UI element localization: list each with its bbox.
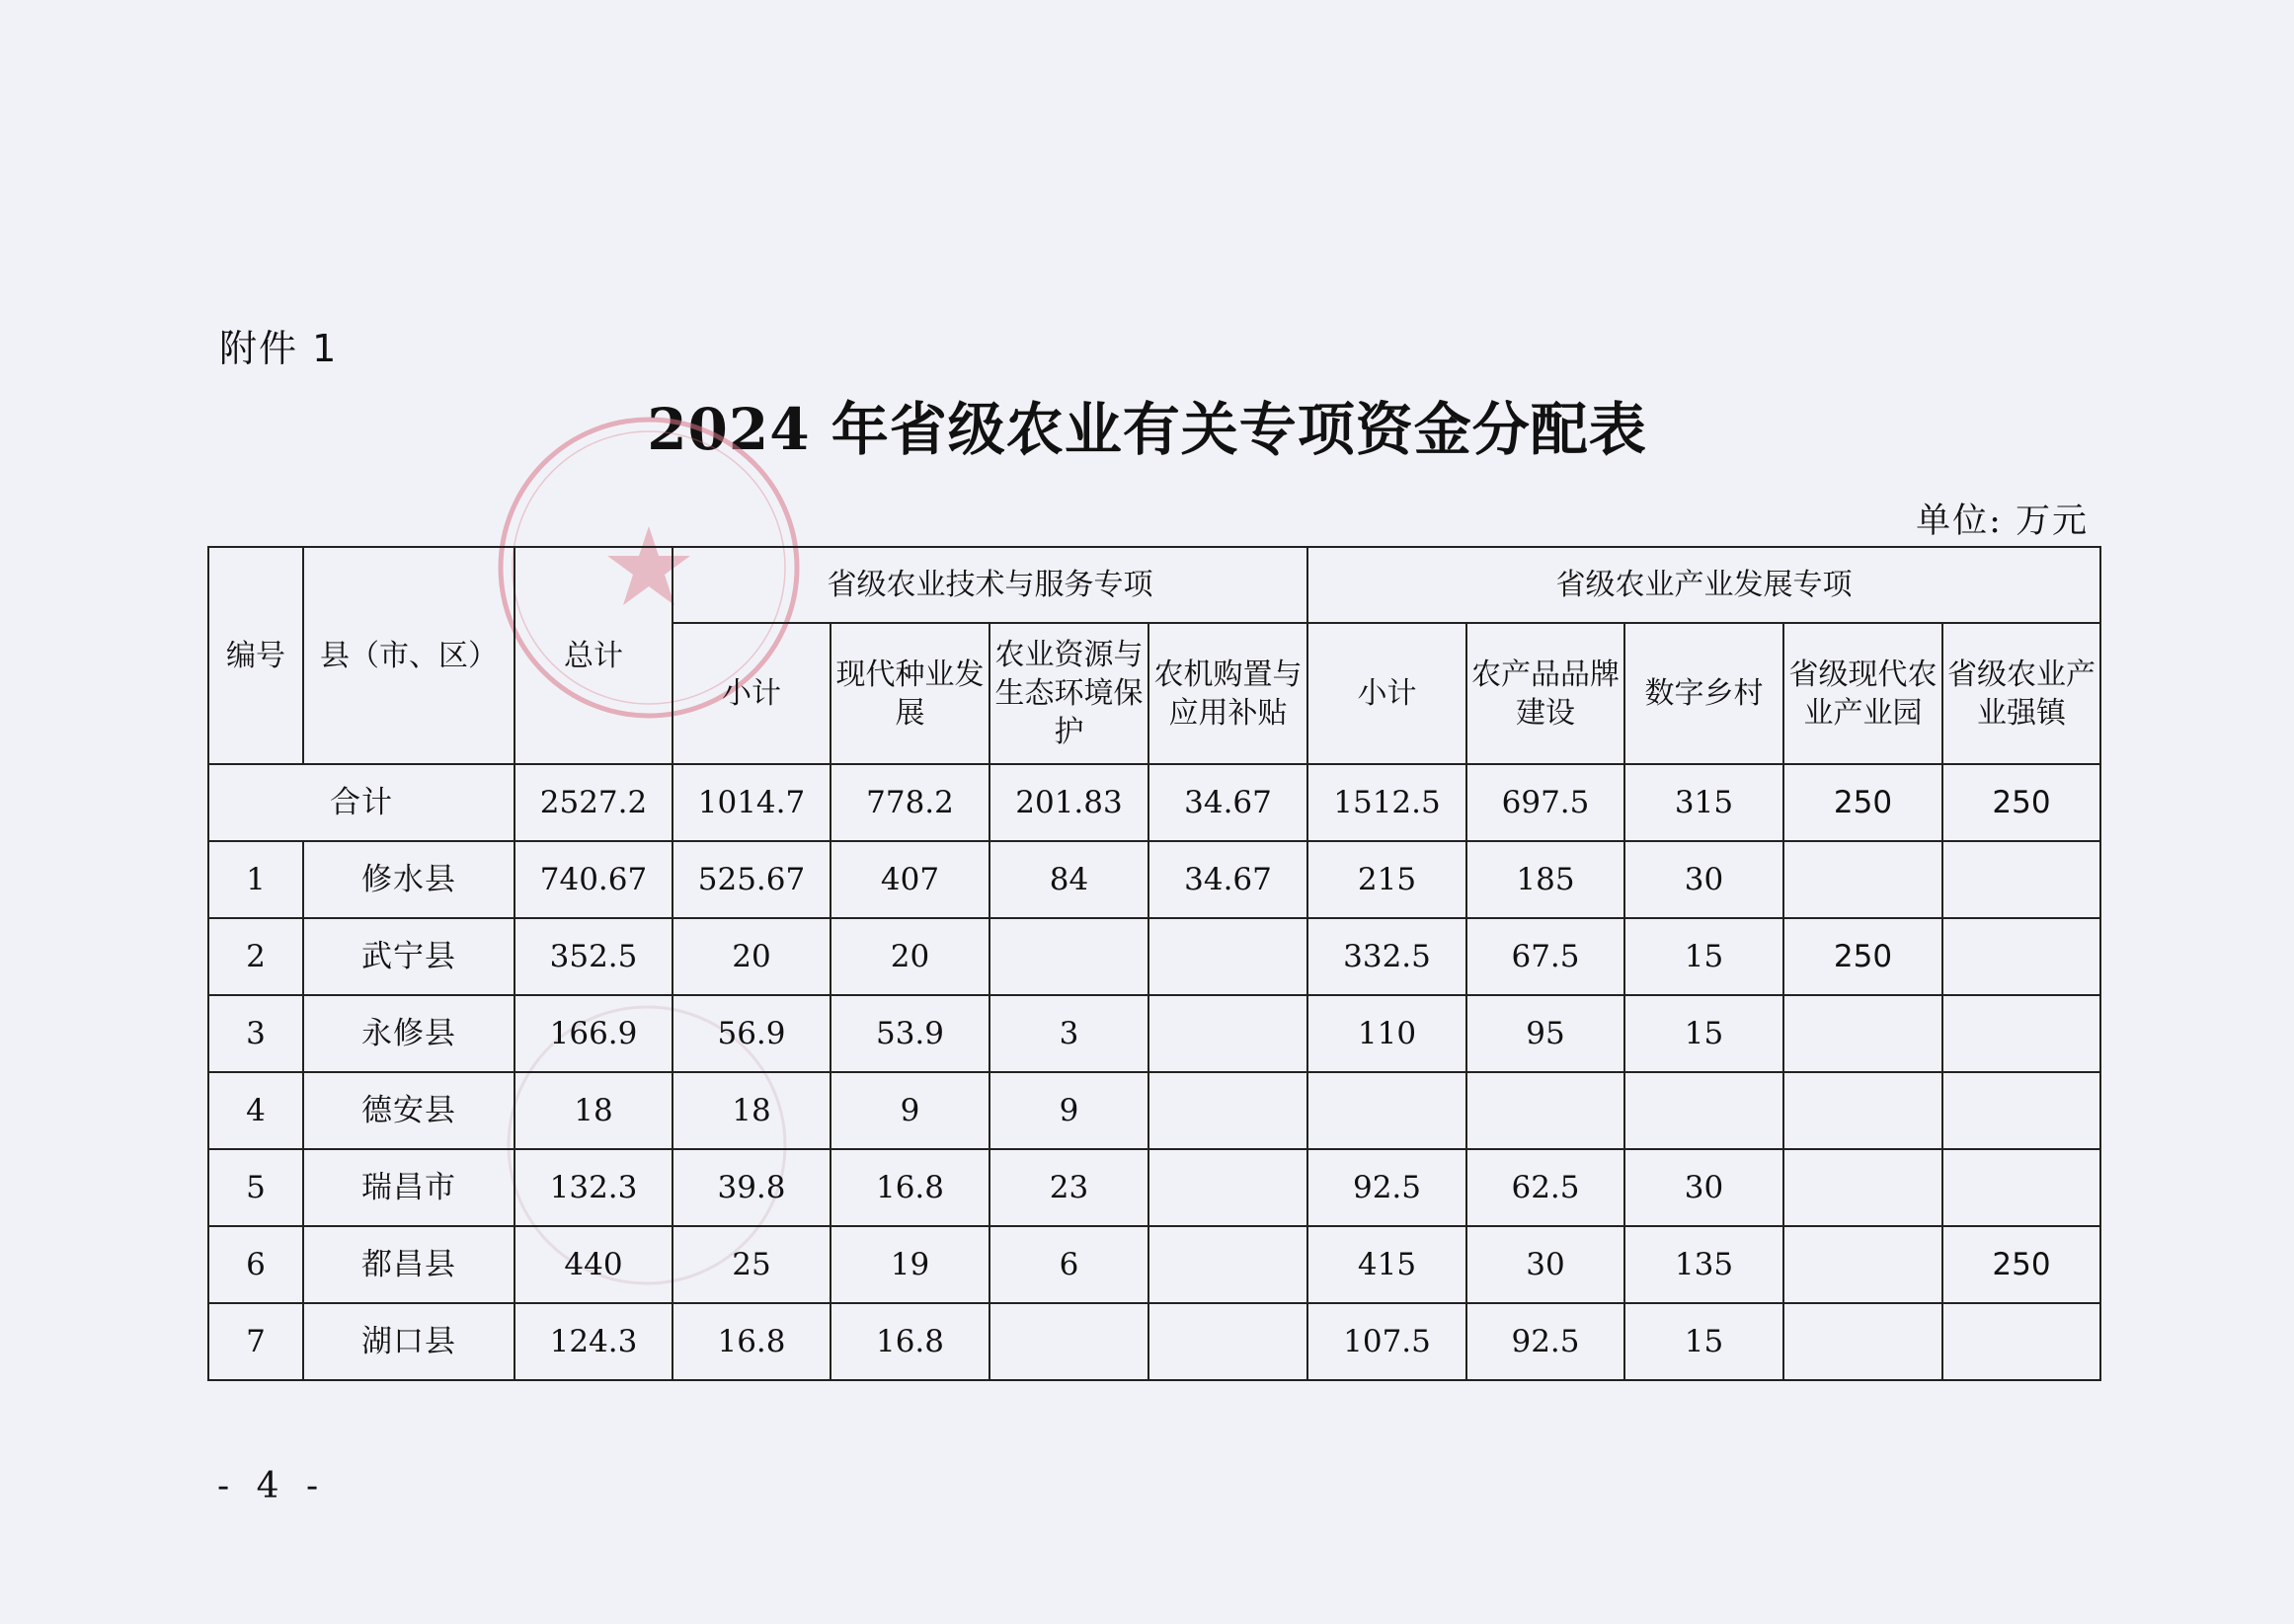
header-modern-agri-park: 省级现代农业产业园	[1783, 623, 1942, 764]
total-cell: 778.2	[831, 764, 989, 841]
table-cell	[1942, 918, 2100, 995]
table-cell: 525.67	[672, 841, 831, 918]
table-cell: 30	[1624, 1149, 1783, 1226]
table-cell	[1783, 1072, 1942, 1149]
table-cell: 440	[514, 1226, 672, 1303]
table-cell: 16.8	[831, 1149, 989, 1226]
table-row	[208, 1149, 2100, 1226]
header-group-industry-development: 省级农业产业发展专项	[1307, 547, 2100, 623]
table-cell: 25	[672, 1226, 831, 1303]
row-number: 3	[208, 995, 303, 1072]
table-cell	[989, 1303, 1148, 1380]
total-cell: 2527.2	[514, 764, 672, 841]
table-cell	[1942, 1303, 2100, 1380]
table-cell: 16.8	[672, 1303, 831, 1380]
table-cell	[1148, 995, 1307, 1072]
table-cell: 30	[1624, 841, 1783, 918]
table-cell: 415	[1307, 1226, 1466, 1303]
table-cell: 23	[989, 1149, 1148, 1226]
table-cell: 132.3	[514, 1149, 672, 1226]
table-cell: 20	[831, 918, 989, 995]
table-cell: 92.5	[1466, 1303, 1624, 1380]
table-cell: 92.5	[1307, 1149, 1466, 1226]
table-cell	[1148, 1149, 1307, 1226]
table-cell: 67.5	[1466, 918, 1624, 995]
table-cell: 352.5	[514, 918, 672, 995]
table-row	[208, 1303, 2100, 1380]
table-cell: 135	[1624, 1226, 1783, 1303]
table-cell: 18	[672, 1072, 831, 1149]
table-cell	[1307, 1072, 1466, 1149]
table-cell: 18	[514, 1072, 672, 1149]
header-resource-ecology: 农业资源与生态环境保护	[989, 623, 1148, 764]
table-cell: 56.9	[672, 995, 831, 1072]
table-cell	[1624, 1072, 1783, 1149]
table-cell: 250	[1942, 1226, 2100, 1303]
county-name: 修水县	[303, 841, 514, 918]
county-name: 湖口县	[303, 1303, 514, 1380]
table-cell	[1148, 1226, 1307, 1303]
table-cell: 250	[1783, 918, 1942, 995]
table-cell	[1148, 1072, 1307, 1149]
table-row	[208, 995, 2100, 1072]
table-row	[208, 1072, 2100, 1149]
header-no: 编号	[208, 547, 303, 764]
table-cell: 166.9	[514, 995, 672, 1072]
total-cell: 315	[1624, 764, 1783, 841]
row-number: 5	[208, 1149, 303, 1226]
total-cell: 1014.7	[672, 764, 831, 841]
table-row	[208, 918, 2100, 995]
table-cell	[989, 918, 1148, 995]
header-group-tech-service: 省级农业技术与服务专项	[672, 547, 1307, 623]
table-row	[208, 841, 2100, 918]
table-cell: 20	[672, 918, 831, 995]
total-cell: 250	[1783, 764, 1942, 841]
table-cell	[1783, 841, 1942, 918]
table-cell: 215	[1307, 841, 1466, 918]
table-cell: 62.5	[1466, 1149, 1624, 1226]
header-brand-building: 农产品品牌建设	[1466, 623, 1624, 764]
table-cell: 124.3	[514, 1303, 672, 1380]
row-number: 2	[208, 918, 303, 995]
table-cell: 16.8	[831, 1303, 989, 1380]
table-cell: 332.5	[1307, 918, 1466, 995]
table-cell	[1942, 995, 2100, 1072]
table-cell: 95	[1466, 995, 1624, 1072]
table-cell: 39.8	[672, 1149, 831, 1226]
header-tech-subtotal: 小计	[672, 623, 831, 764]
row-number: 6	[208, 1226, 303, 1303]
header-total: 总计	[514, 547, 672, 764]
table-cell	[1942, 1149, 2100, 1226]
table-cell: 407	[831, 841, 989, 918]
table-row	[208, 1226, 2100, 1303]
allocation-table	[207, 546, 2101, 1381]
county-name: 德安县	[303, 1072, 514, 1149]
table-cell: 15	[1624, 1303, 1783, 1380]
table-cell: 15	[1624, 918, 1783, 995]
table-cell	[1783, 1226, 1942, 1303]
table-cell: 84	[989, 841, 1148, 918]
table-cell: 53.9	[831, 995, 989, 1072]
table-cell	[1148, 918, 1307, 995]
header-industry-town: 省级农业产业强镇	[1942, 623, 2100, 764]
table-cell	[1942, 1072, 2100, 1149]
row-number: 7	[208, 1303, 303, 1380]
county-name: 武宁县	[303, 918, 514, 995]
header-industry-subtotal: 小计	[1307, 623, 1466, 764]
table-cell: 6	[989, 1226, 1148, 1303]
header-modern-seed: 现代种业发展	[831, 623, 989, 764]
table-cell: 9	[989, 1072, 1148, 1149]
table-cell: 15	[1624, 995, 1783, 1072]
table-cell	[1783, 995, 1942, 1072]
total-cell: 250	[1942, 764, 2100, 841]
document-title: 2024 年省级农业有关专项资金分配表	[647, 396, 1647, 463]
table-cell: 34.67	[1148, 841, 1307, 918]
header-county: 县（市、区）	[303, 547, 514, 764]
page-number: - 4 -	[217, 1466, 327, 1507]
total-cell: 697.5	[1466, 764, 1624, 841]
table-cell: 107.5	[1307, 1303, 1466, 1380]
attachment-label: 附件 1	[219, 327, 339, 370]
header-machinery-subsidy: 农机购置与应用补贴	[1148, 623, 1307, 764]
table-row-total	[208, 764, 2100, 841]
table-cell	[1466, 1072, 1624, 1149]
total-cell: 201.83	[989, 764, 1148, 841]
total-label: 合计	[208, 764, 514, 841]
row-number: 1	[208, 841, 303, 918]
county-name: 永修县	[303, 995, 514, 1072]
table-cell: 19	[831, 1226, 989, 1303]
table-cell	[1942, 841, 2100, 918]
county-name: 都昌县	[303, 1226, 514, 1303]
total-cell: 1512.5	[1307, 764, 1466, 841]
table-cell: 9	[831, 1072, 989, 1149]
header-digital-village: 数字乡村	[1624, 623, 1783, 764]
table-cell	[1783, 1149, 1942, 1226]
county-name: 瑞昌市	[303, 1149, 514, 1226]
table-cell: 3	[989, 995, 1148, 1072]
table-cell: 185	[1466, 841, 1624, 918]
row-number: 4	[208, 1072, 303, 1149]
table-cell	[1148, 1303, 1307, 1380]
unit-label: 单位: 万元	[1916, 502, 2089, 541]
total-cell: 34.67	[1148, 764, 1307, 841]
table-cell: 110	[1307, 995, 1466, 1072]
table-cell: 30	[1466, 1226, 1624, 1303]
table-cell	[1783, 1303, 1942, 1380]
table-cell: 740.67	[514, 841, 672, 918]
